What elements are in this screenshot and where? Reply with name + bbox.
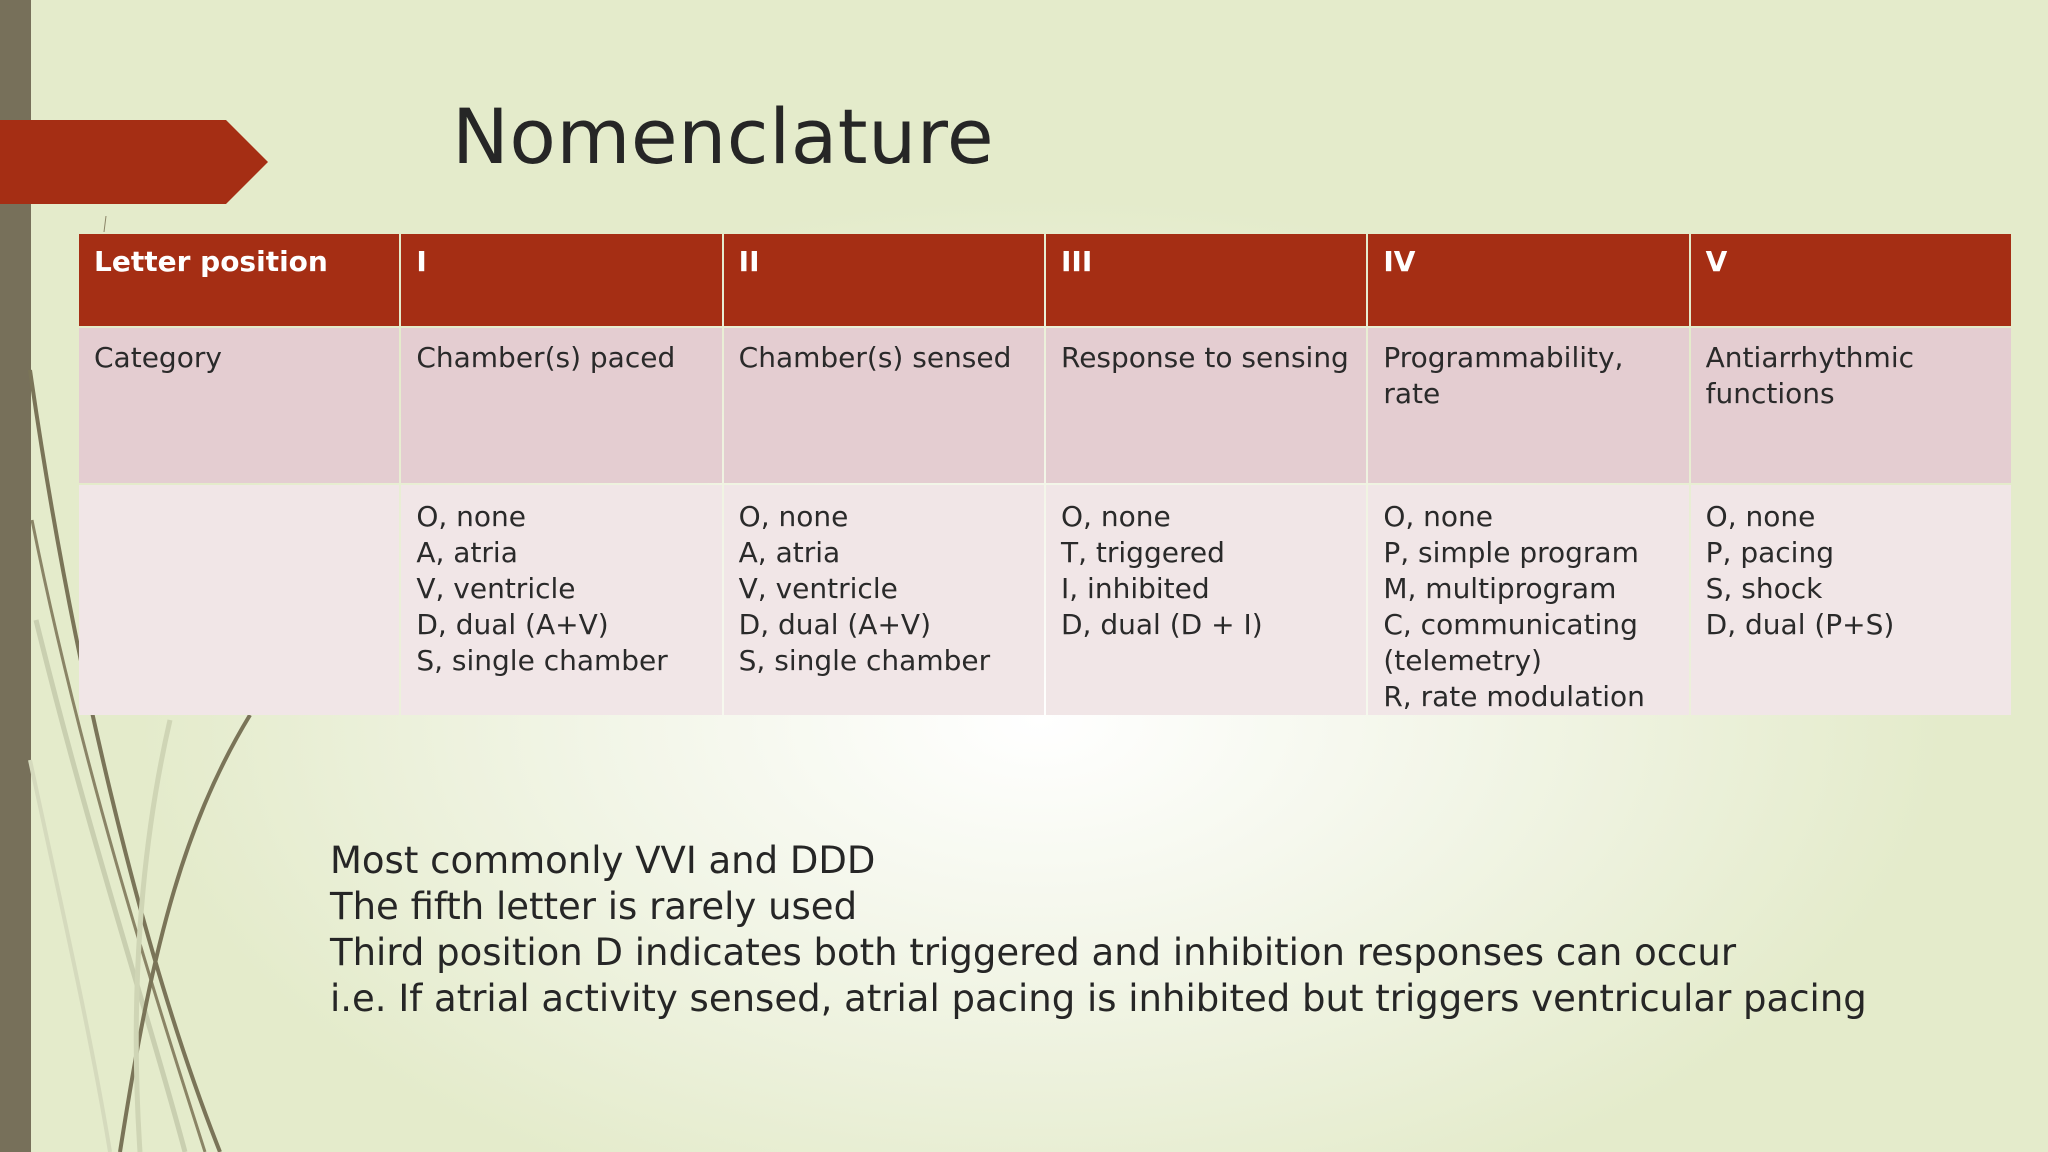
value-line: R, rate modulation bbox=[1383, 680, 1645, 713]
value-line: (telemetry) bbox=[1383, 644, 1542, 677]
value-line: D, dual (A+V) bbox=[416, 608, 609, 641]
value-line: I, inhibited bbox=[1061, 572, 1210, 605]
header-position-V: V bbox=[1691, 234, 2011, 326]
value-line: A, atria bbox=[416, 536, 518, 569]
category-cell-II: Chamber(s) sensed bbox=[724, 328, 1044, 483]
nomenclature-table bbox=[79, 234, 2011, 715]
notes-text-block bbox=[330, 838, 1867, 1022]
value-line: T, triggered bbox=[1061, 536, 1225, 569]
title-arrow-shape bbox=[0, 120, 268, 204]
header-position-III: III bbox=[1046, 234, 1366, 326]
value-line: P, simple program bbox=[1383, 536, 1639, 569]
category-cell-III: Response to sensing bbox=[1046, 328, 1366, 483]
category-cell-V: Antiarrhythmic functions bbox=[1691, 328, 2011, 483]
header-letter-position: Letter position bbox=[79, 234, 399, 326]
value-line: O, none bbox=[416, 500, 527, 533]
value-line: D, dual (D + I) bbox=[1061, 608, 1263, 641]
slide-title: Nomenclature bbox=[452, 92, 995, 181]
value-line: C, communicating bbox=[1383, 608, 1638, 641]
values-cell-III bbox=[1046, 485, 1366, 715]
value-line: O, none bbox=[1705, 500, 1816, 533]
header-position-IV: IV bbox=[1368, 234, 1688, 326]
values-cell-label bbox=[79, 485, 399, 715]
values-cell-V bbox=[1691, 485, 2011, 715]
value-line: V, ventricle bbox=[738, 572, 898, 605]
values-cell-I bbox=[401, 485, 721, 715]
note-line: The fifth letter is rarely used bbox=[330, 885, 858, 928]
value-line: P, pacing bbox=[1705, 536, 1834, 569]
value-line: S, shock bbox=[1705, 572, 1823, 605]
category-cell-I: Chamber(s) paced bbox=[401, 328, 721, 483]
note-line: i.e. If atrial activity sensed, atrial pacing is inhibited but triggers ventricular pacing bbox=[330, 977, 1867, 1020]
category-label-cell: Category bbox=[79, 328, 399, 483]
value-line: O, none bbox=[738, 500, 849, 533]
value-line: M, multiprogram bbox=[1383, 572, 1617, 605]
values-cell-IV bbox=[1368, 485, 1688, 715]
values-cell-II bbox=[724, 485, 1044, 715]
header-position-II: II bbox=[724, 234, 1044, 326]
value-line: O, none bbox=[1061, 500, 1171, 533]
value-line: D, dual (P+S) bbox=[1705, 608, 1895, 641]
value-line: S, single chamber bbox=[738, 644, 991, 677]
value-line: V, ventricle bbox=[416, 572, 576, 605]
note-line: Most commonly VVI and DDD bbox=[330, 839, 876, 882]
category-cell-IV: Programmability, rate bbox=[1368, 328, 1688, 483]
value-line: A, atria bbox=[738, 536, 841, 569]
note-line: Third position D indicates both triggered and inhibition responses can occur bbox=[330, 931, 1737, 974]
value-line: S, single chamber bbox=[416, 644, 668, 677]
value-line: D, dual (A+V) bbox=[738, 608, 931, 641]
header-position-I: I bbox=[401, 234, 721, 326]
value-line: O, none bbox=[1383, 500, 1494, 533]
